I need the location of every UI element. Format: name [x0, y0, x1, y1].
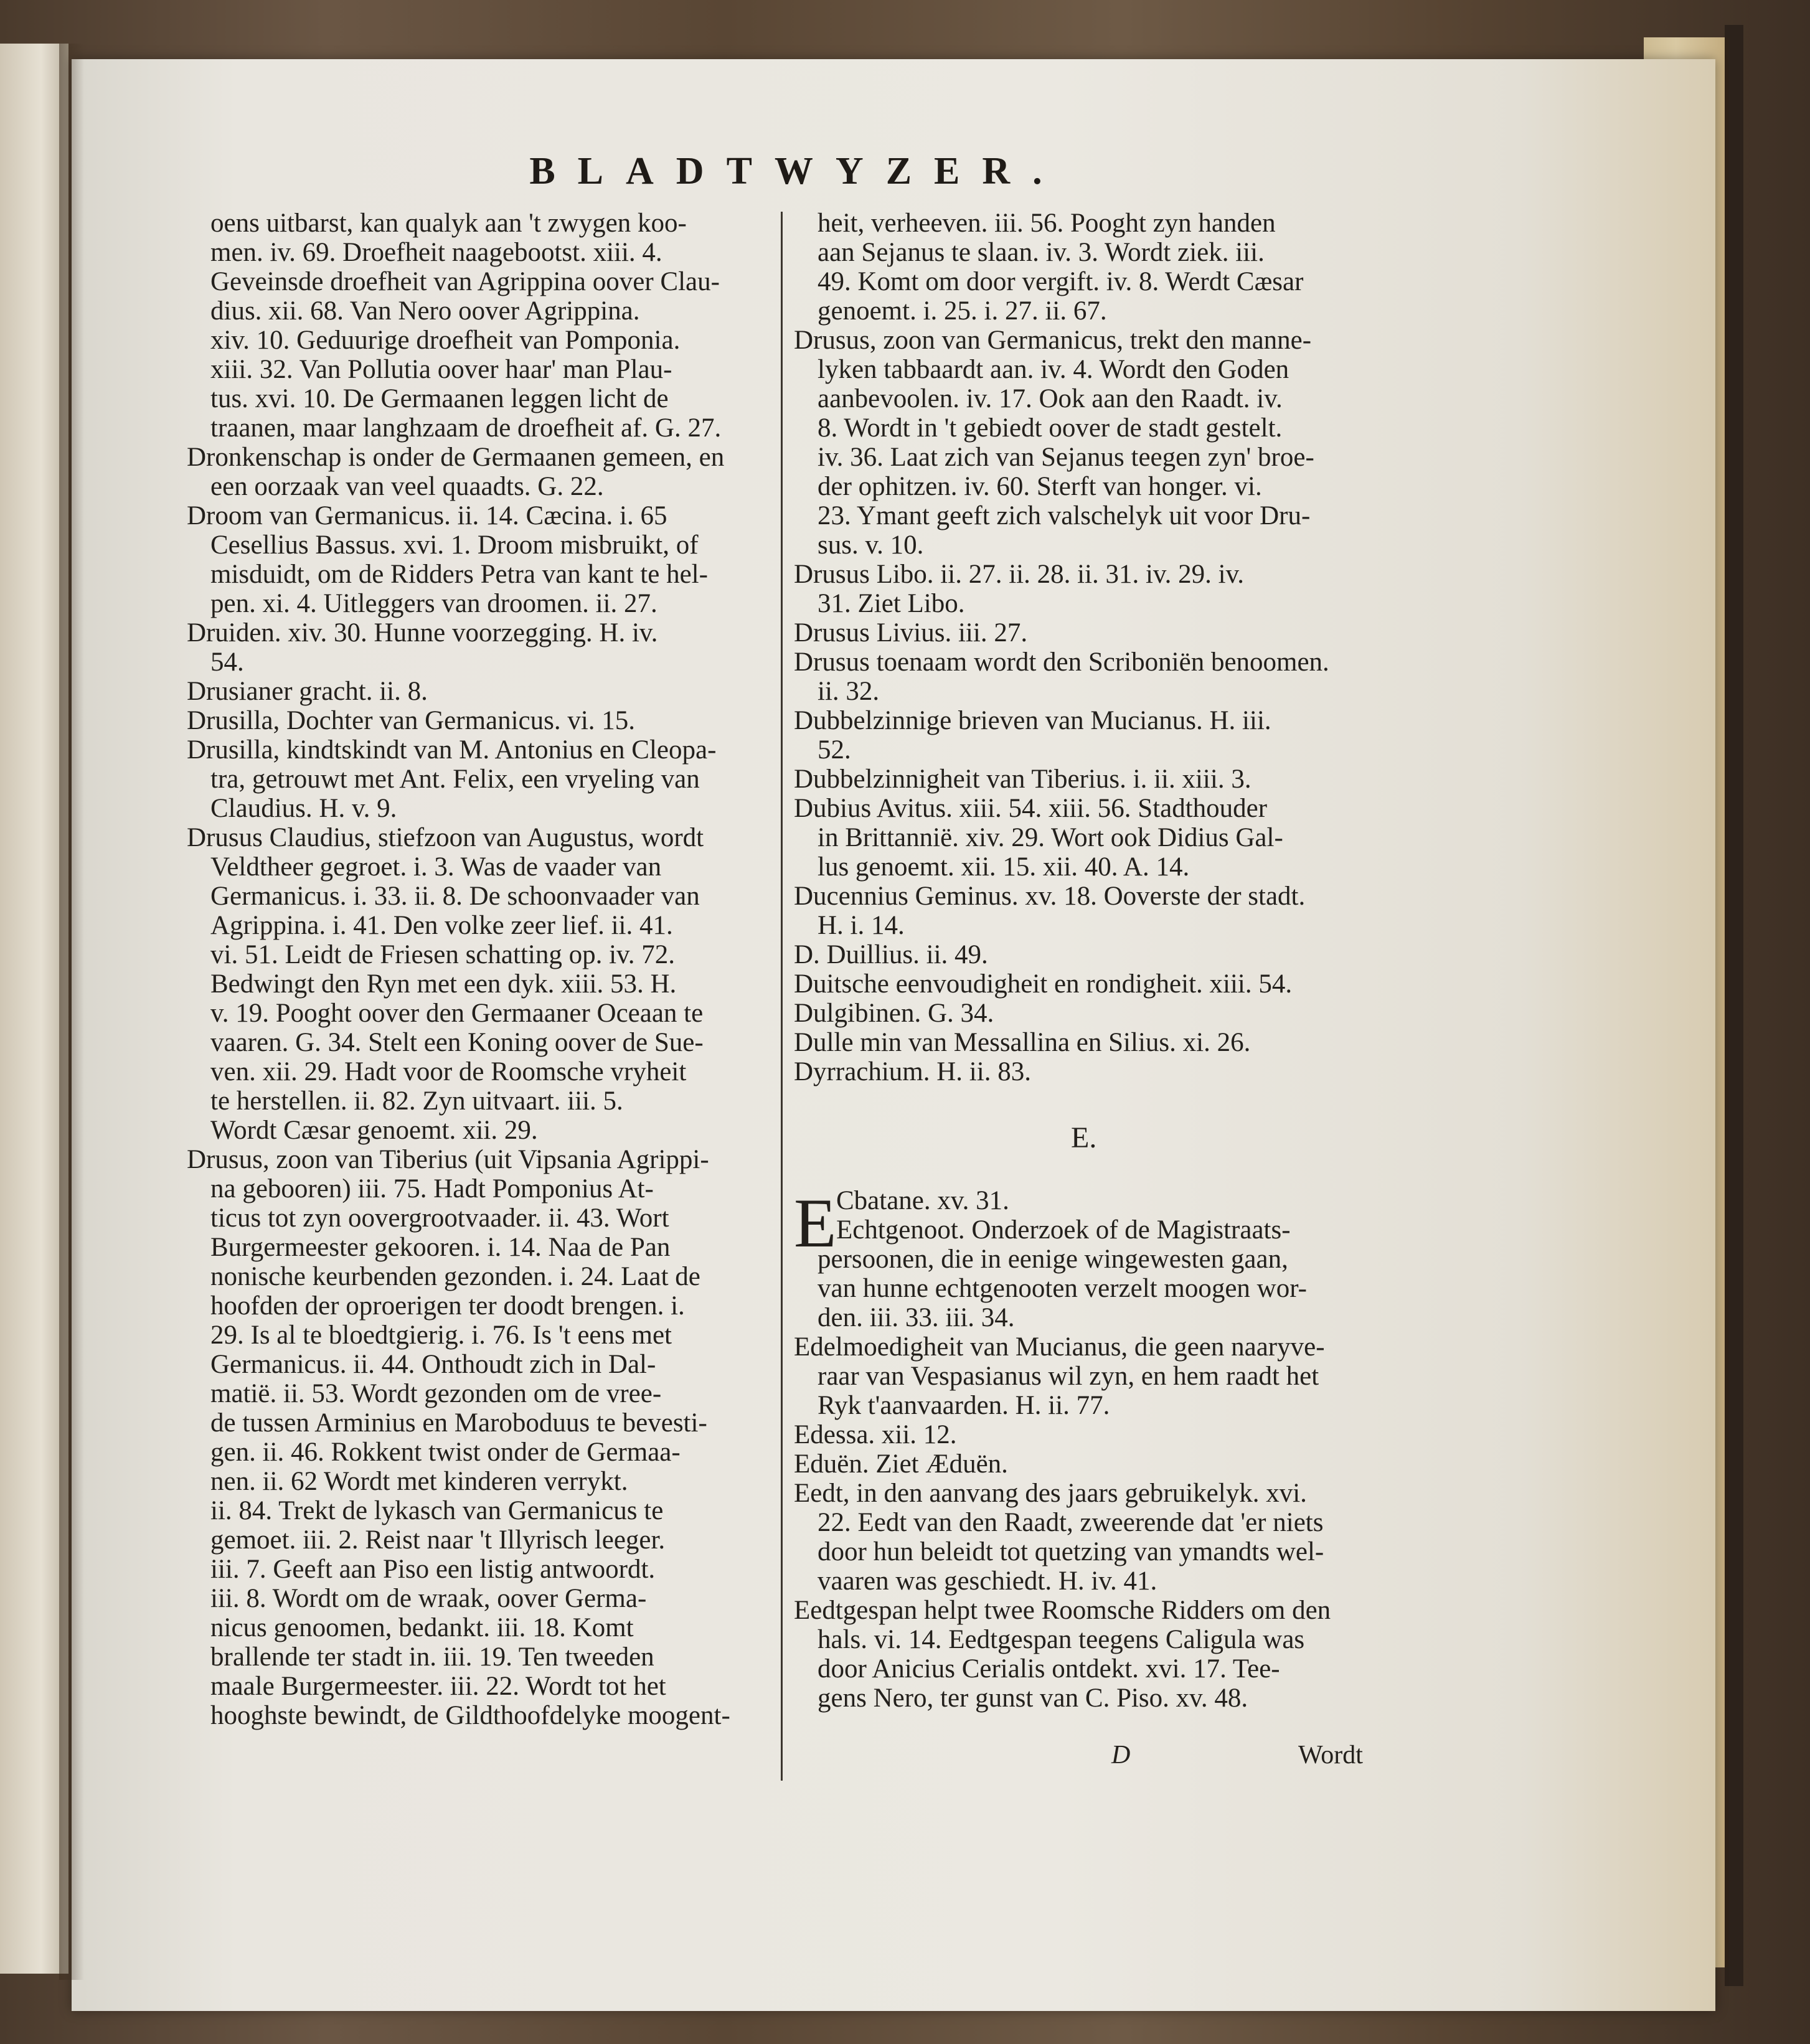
- index-entry-line: Drusilla, Dochter van Germanicus. vi. 15.: [187, 706, 636, 735]
- index-entry-line: Drusus, zoon van Germanicus, trekt den manne-: [794, 326, 1312, 355]
- index-entry-line: de tussen Arminius en Maroboduus te bevesti-: [210, 1408, 707, 1438]
- index-entry-line: tra, getrouwt met Ant. Felix, een vryeling van: [210, 765, 700, 794]
- index-entry-line: H. i. 14.: [818, 911, 905, 940]
- index-entry-line: Claudius. H. v. 9.: [210, 794, 397, 823]
- index-entry-line: nicus genoomen, bedankt. iii. 18. Komt: [210, 1613, 634, 1642]
- drop-cap-e: E: [794, 1185, 837, 1262]
- index-entry-line: Dubbelzinnige brieven van Mucianus. H. iii.: [794, 706, 1271, 735]
- index-entry-line: aan Sejanus te slaan. iv. 3. Wordt ziek. iii.: [818, 238, 1265, 267]
- index-entry-line: Cbatane. xv. 31.: [836, 1186, 1009, 1215]
- index-entry-line: Dulgibinen. G. 34.: [794, 999, 994, 1028]
- index-entry-line: gens Nero, ter gunst van C. Piso. xv. 48.: [818, 1684, 1248, 1713]
- index-entry-line: xiii. 32. Van Pollutia oover haar' man Plau-: [210, 355, 672, 384]
- index-entry-line: door hun beleidt tot quetzing van ymandts wel-: [818, 1537, 1324, 1566]
- index-entry-line: iii. 7. Geeft aan Piso een listig antwoordt.: [210, 1555, 656, 1584]
- index-entry-line: hals. vi. 14. Eedtgespan teegens Caligula was: [818, 1625, 1305, 1654]
- index-entry-line: lyken tabbaardt aan. iv. 4. Wordt den Goden: [818, 355, 1289, 384]
- index-entry-line: Drusus Libo. ii. 27. ii. 28. ii. 31. iv. 29. iv.: [794, 560, 1245, 589]
- index-column-left: [187, 209, 775, 1730]
- index-entry-line: ven. xii. 29. Hadt voor de Roomsche vryheit: [210, 1057, 687, 1086]
- index-entry-line: genoemt. i. 25. i. 27. ii. 67.: [818, 296, 1107, 326]
- catchword: Wordt: [1298, 1741, 1363, 1769]
- index-entry-line: 52.: [818, 735, 851, 765]
- index-entry-line: Cesellius Bassus. xvi. 1. Droom misbruikt, of: [210, 530, 699, 560]
- index-entry-line: Germanicus. i. 33. ii. 8. De schoonvaader van: [210, 882, 700, 911]
- index-entry-line: Drusus Claudius, stiefzoon van Augustus, wordt: [187, 823, 704, 852]
- index-entry-line: Drusus, zoon van Tiberius (uit Vipsania Agrippi-: [187, 1145, 709, 1174]
- index-entry-line: Agrippina. i. 41. Den volke zeer lief. ii. 41.: [210, 911, 673, 940]
- index-entry-line: 54.: [210, 648, 244, 677]
- index-entry-line: hoofden der oproerigen ter doodt brengen. i.: [210, 1291, 685, 1321]
- index-entry-line: 8. Wordt in 't gebiedt oover de stadt gestelt.: [818, 413, 1283, 443]
- index-entry-line: van hunne echtgenooten verzelt moogen wor-: [818, 1274, 1307, 1303]
- index-entry-line: ii. 84. Trekt de lykasch van Germanicus te: [210, 1496, 664, 1525]
- index-entry-line: na gebooren) iii. 75. Hadt Pomponius At-: [210, 1174, 654, 1203]
- index-entry-line: Drusilla, kindtskindt van M. Antonius en Cleopa-: [187, 735, 717, 765]
- index-entry-line: vi. 51. Leidt de Friesen schatting op. iv. 72.: [210, 940, 676, 969]
- index-entry-line: Germanicus. ii. 44. Onthoudt zich in Dal-: [210, 1350, 656, 1379]
- index-entry-line: raar van Vespasianus wil zyn, en hem raadt het: [818, 1362, 1319, 1391]
- column-divider: [781, 212, 783, 1781]
- index-entry-line: pen. xi. 4. Uitleggers van droomen. ii. 27.: [210, 589, 658, 618]
- index-entry-line: oens uitbarst, kan qualyk aan 't zwygen koo-: [210, 209, 687, 238]
- signature-mark: D: [1111, 1741, 1131, 1769]
- index-entry-line: te herstellen. ii. 82. Zyn uitvaart. iii. 5.: [210, 1086, 623, 1116]
- index-entry-line: D. Duillius. ii. 49.: [794, 940, 988, 969]
- index-entry-line: 49. Komt om door vergift. iv. 8. Werdt Cæsar: [818, 267, 1304, 296]
- index-entry-line: Wordt Cæsar genoemt. xii. 29.: [210, 1116, 538, 1145]
- index-entry-line: een oorzaak van veel quaadts. G. 22.: [210, 472, 604, 501]
- index-entry-line: Ryk t'aanvaarden. H. ii. 77.: [818, 1391, 1110, 1420]
- index-entry-line: matië. ii. 53. Wordt gezonden om de vree-: [210, 1379, 662, 1408]
- index-entry-line: Drusus Livius. iii. 27.: [794, 618, 1028, 648]
- index-entry-line: door Anicius Cerialis ontdekt. xvi. 17. Tee-: [818, 1654, 1280, 1684]
- index-entry-line: Dyrrachium. H. ii. 83.: [794, 1057, 1031, 1086]
- index-entry-line: heit, verheeven. iii. 56. Pooght zyn handen: [818, 209, 1276, 238]
- index-entry-line: Drusianer gracht. ii. 8.: [187, 677, 428, 706]
- index-entry-line: dius. xii. 68. Van Nero oover Agrippina.: [210, 296, 640, 326]
- index-entry-line: Burgermeester gekooren. i. 14. Naa de Pan: [210, 1233, 671, 1262]
- index-entry-line: Geveinsde droefheit van Agrippina oover Clau-: [210, 267, 720, 296]
- index-entry-line: Veldtheer gegroet. i. 3. Was de vaader van: [210, 852, 662, 882]
- index-entry-line: Drusus toenaam wordt den Scriboniën benoomen.: [794, 648, 1329, 677]
- index-entry-line: tus. xvi. 10. De Germaanen leggen licht de: [210, 384, 669, 413]
- index-entry-line: 23. Ymant geeft zich valschelyk uit voor Dru-: [818, 501, 1311, 530]
- index-entry-line: v. 19. Pooght oover den Germaaner Oceaan te: [210, 999, 704, 1028]
- index-entry-line: gen. ii. 46. Rokkent twist onder de Germaa-: [210, 1438, 681, 1467]
- index-entry-line: Eedtgespan helpt twee Roomsche Ridders om den: [794, 1596, 1331, 1625]
- index-entry-line: Eduën. Ziet Æduën.: [794, 1449, 1008, 1479]
- index-entry-line: traanen, maar langhzaam de droefheit af. G. 27.: [210, 413, 722, 443]
- index-entry-line: Edelmoedigheit van Mucianus, die geen naaryve-: [794, 1332, 1325, 1362]
- index-entry-line: gemoet. iii. 2. Reist naar 't Illyrisch leeger.: [210, 1525, 666, 1555]
- spine-shadow: [59, 44, 84, 1980]
- index-entry-line: men. iv. 69. Droefheit naagebootst. xiii. 4.: [210, 238, 662, 267]
- section-heading-e: E.: [1071, 1121, 1097, 1154]
- index-entry-line: Druiden. xiv. 30. Hunne voorzegging. H. iv.: [187, 618, 658, 648]
- index-entry-line: Duitsche eenvoudigheit en rondigheit. xiii. 54.: [794, 969, 1293, 999]
- index-entry-line: misduidt, om de Ridders Petra van kant te hel-: [210, 560, 708, 589]
- index-entry-line: brallende ter stadt in. iii. 19. Ten tweeden: [210, 1642, 654, 1672]
- index-entry-line: hooghste bewindt, de Gildthoofdelyke moogent-: [210, 1701, 730, 1730]
- index-entry-line: maale Burgermeester. iii. 22. Wordt tot het: [210, 1672, 666, 1701]
- index-entry-line: iv. 36. Laat zich van Sejanus teegen zyn' broe-: [818, 443, 1314, 472]
- index-entry-line: vaaren was geschiedt. H. iv. 41.: [818, 1566, 1157, 1596]
- index-entry-line: aanbevoolen. iv. 17. Ook aan den Raadt. iv.: [818, 384, 1283, 413]
- index-entry-line: Bedwingt den Ryn met een dyk. xiii. 53. H.: [210, 969, 677, 999]
- index-entry-line: 22. Eedt van den Raadt, zweerende dat 'er niets: [818, 1508, 1324, 1537]
- index-entry-line: iii. 8. Wordt om de wraak, oover Germa-: [210, 1584, 647, 1613]
- index-entry-line: ii. 32.: [818, 677, 880, 706]
- index-entry-line: 29. Is al te bloedtgierig. i. 76. Is 't eens met: [210, 1321, 672, 1350]
- index-column-right: [794, 209, 1382, 1086]
- index-entry-line: lus genoemt. xii. 15. xii. 40. A. 14.: [818, 852, 1190, 882]
- index-entry-line: 31. Ziet Libo.: [818, 589, 965, 618]
- index-entry-line: persoonen, die in eenige wingewesten gaan,: [818, 1245, 1288, 1274]
- index-entry-line: Dronkenschap is onder de Germaanen gemeen, en: [187, 443, 725, 472]
- index-entry-line: Droom van Germanicus. ii. 14. Cæcina. i. 65: [187, 501, 667, 530]
- index-entry-line: Dubius Avitus. xiii. 54. xiii. 56. Stadthouder: [794, 794, 1268, 823]
- index-entry-line: vaaren. G. 34. Stelt een Koning oover de Sue-: [210, 1028, 704, 1057]
- index-entry-line: xiv. 10. Geduurige droefheit van Pomponia.: [210, 326, 681, 355]
- index-entry-line: in Brittannië. xiv. 29. Wort ook Didius Gal-: [818, 823, 1283, 852]
- facing-page-edge: [0, 44, 68, 1974]
- index-entry-line: Ducennius Geminus. xv. 18. Ooverste der stadt.: [794, 882, 1306, 911]
- index-entry-line: Edessa. xii. 12.: [794, 1420, 957, 1449]
- index-entry-line: den. iii. 33. iii. 34.: [818, 1303, 1015, 1332]
- index-entry-line: nen. ii. 62 Wordt met kinderen verrykt.: [210, 1467, 628, 1496]
- index-entry-line: Eedt, in den aanvang des jaars gebruikelyk. xvi.: [794, 1479, 1307, 1508]
- index-entry-line: sus. v. 10.: [818, 530, 924, 560]
- index-entry-line: Echtgenoot. Onderzoek of de Magistraats-: [836, 1215, 1291, 1245]
- index-section-e: [794, 1186, 1382, 1713]
- index-entry-line: nonische keurbenden gezonden. i. 24. Laat de: [210, 1262, 700, 1291]
- index-entry-line: Dulle min van Messallina en Silius. xi. 26.: [794, 1028, 1251, 1057]
- index-entry-line: Dubbelzinnigheit van Tiberius. i. ii. xiii. 3.: [794, 765, 1251, 794]
- running-title: BLADTWYZER.: [529, 150, 1065, 192]
- index-entry-line: der ophitzen. iv. 60. Sterft van honger. vi.: [818, 472, 1262, 501]
- index-entry-line: ticus tot zyn oovergrootvaader. ii. 43. Wort: [210, 1203, 669, 1233]
